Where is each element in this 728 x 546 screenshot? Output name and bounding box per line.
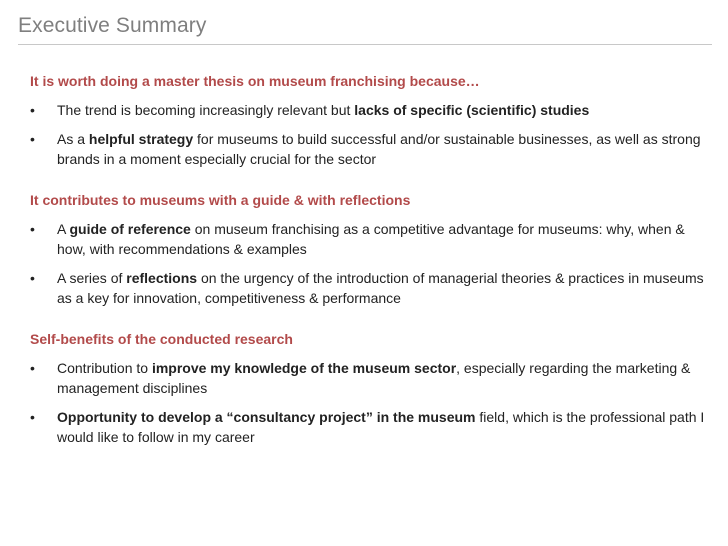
bullet-text-bold: improve my knowledge of the museum sector <box>151 360 457 376</box>
bullet-text <box>57 360 690 396</box>
bullet-text-bold: lacks of specific (scientific) studies <box>354 102 590 118</box>
bullet-text <box>57 102 589 118</box>
bullet-text <box>57 270 704 306</box>
bullet-text-part: A <box>57 221 70 237</box>
bullet-text <box>57 409 704 445</box>
bullet-text-part: for museums to build successful and/or sustainable businesses, as well as strong brands in a moment especially crucial for the sector <box>57 131 701 167</box>
bullet-text-part: The trend is becoming increasingly relevant but <box>57 102 355 118</box>
section-self-benefits <box>30 330 706 447</box>
bullet-marker: • <box>30 270 35 286</box>
bullet-item <box>30 219 706 259</box>
bullet-text <box>57 131 701 167</box>
bullet-item <box>30 129 706 169</box>
section-thesis-rationale <box>30 72 706 169</box>
bullet-marker: • <box>30 409 35 425</box>
bullet-text-bold: guide of reference <box>69 221 191 237</box>
bullet-marker: • <box>30 102 35 118</box>
bullet-text-part: As a <box>57 131 89 147</box>
section-heading: Self-benefits of the conducted research <box>30 331 293 347</box>
bullet-text-bold: Opportunity to develop a “consultancy project” in the museum <box>57 409 476 425</box>
bullet-text <box>57 221 685 257</box>
section-heading: It contributes to museums with a guide & with reflections <box>30 192 411 208</box>
bullet-item <box>30 358 706 398</box>
slide-content <box>30 72 706 469</box>
bullet-text-part: A series of <box>57 270 127 286</box>
bullet-text-bold: reflections <box>126 270 198 286</box>
bullet-text-part: field, which is the professional path I would like to follow in my career <box>57 409 705 445</box>
bullet-text-part: , especially regarding the marketing & management disciplines <box>57 360 691 396</box>
slide-title: Executive Summary <box>18 14 207 37</box>
bullet-item <box>30 268 706 308</box>
title-divider <box>18 44 712 45</box>
section-heading: It is worth doing a master thesis on museum franchising because… <box>30 73 480 89</box>
bullet-item <box>30 100 706 120</box>
bullet-marker: • <box>30 221 35 237</box>
bullet-text-part: Contribution to <box>57 360 152 376</box>
bullet-text-part: on museum franchising as a competitive advantage for museums: why, when & how, with recommendations & examples <box>57 221 685 257</box>
bullet-text-bold: helpful strategy <box>88 131 194 147</box>
section-contributions <box>30 191 706 308</box>
bullet-item <box>30 407 706 447</box>
bullet-marker: • <box>30 131 35 147</box>
bullet-marker: • <box>30 360 35 376</box>
bullet-text-part: on the urgency of the introduction of managerial theories & practices in museums as a key for innovation, competitiveness & performance <box>57 270 704 306</box>
